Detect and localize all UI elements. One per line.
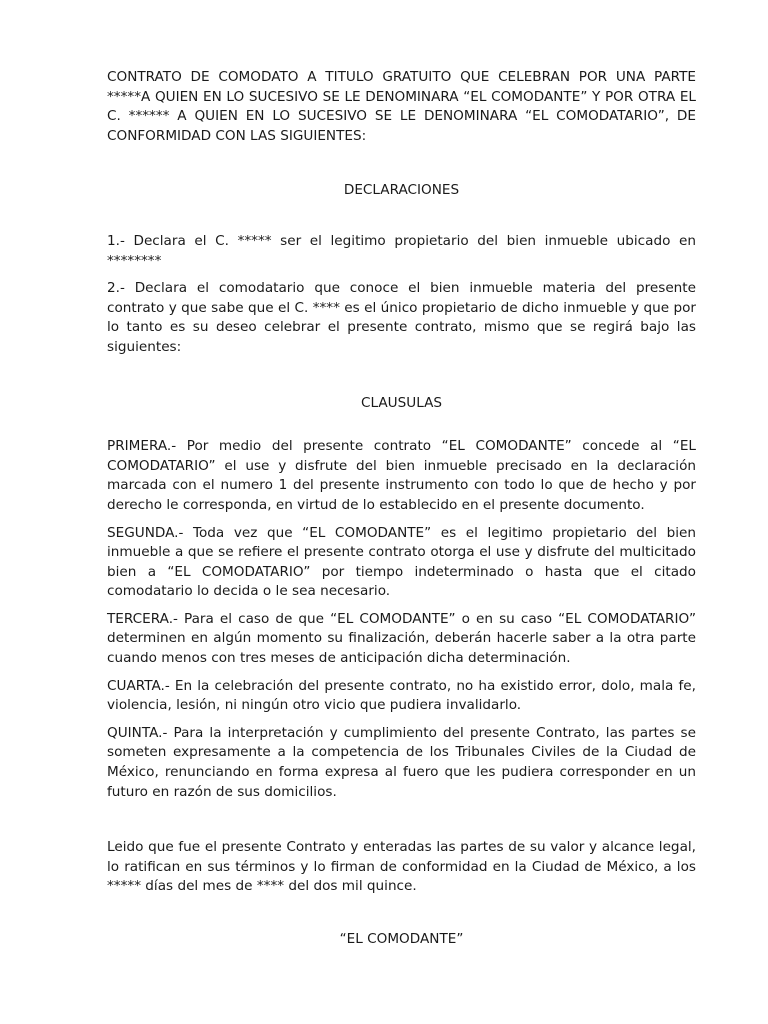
contract-intro: CONTRATO DE COMODATO A TITULO GRATUITO QUE CELEBRAN POR UNA PARTE *****A QUIEN EN LO SUCESIVO SE LE DENOMINARA “EL COMODANTE” Y POR OTRA EL C. ****** A QUIEN EN LO SUCESIVO SE LE DENOMINARA “EL COMODATARIO”, DE CONFORMIDAD CON LAS SIGUIENTES: xyxy=(107,69,696,144)
clausula-segunda: SEGUNDA.- Toda vez que “EL COMODANTE” es el legitimo propietario del bien inmueble a que se refiere el presente contrato otorga el use y disfrute del multicitado bien a “EL COMODATARIO” por tiempo indeterminado o hasta que el citado comodatario lo decida o le sea necesario. xyxy=(107,524,696,600)
clausula-primera: PRIMERA.- Por medio del presente contrato “EL COMODANTE” concede al “EL COMODATARIO” el use y disfrute del bien inmueble precisado en la declaración marcada con el numero 1 del presente instrumento con todo lo que de hecho y por derecho le corresponda, en virtud de lo establecido en el presente documento. xyxy=(107,438,696,513)
declaracion-1: 1.- Declara el C. ***** ser el legitimo propietario del bien inmueble ubicado en ******** xyxy=(107,232,696,269)
clausula-cuarta: CUARTA.- En la celebración del presente contrato, no ha existido error, dolo, mala fe, violencia, lesión, ni ningún otro vicio que pudiera invalidarlo. xyxy=(107,677,696,714)
declaraciones-heading: DECLARACIONES xyxy=(343,182,460,199)
document-page xyxy=(107,68,696,950)
signature-label: “EL COMODANTE” xyxy=(339,931,464,947)
clausula-quinta: QUINTA.- Para la interpretación y cumplimiento del presente Contrato, las partes se someten expresamente a la competencia de los Tribunales Civiles de la Ciudad de México, renunciando en forma expresa al fuero que les pudiera corresponder en un futuro en razón de sus domicilios. xyxy=(107,724,696,800)
closing-paragraph: Leido que fue el presente Contrato y enteradas las partes de su valor y alcance legal, lo ratifican en sus términos y lo firman de conformidad en la Ciudad de México, a los ***** días del mes de **** del dos mil quince. xyxy=(107,839,696,895)
declaracion-2: 2.- Declara el comodatario que conoce el bien inmueble materia del presente contrato y que sabe que el C. **** es el único propietario de dicho inmueble y que por lo tanto es su deseo celebrar el presente contrato, mismo que se regirá bajo las siguientes: xyxy=(107,280,696,355)
clausula-tercera: TERCERA.- Para el caso de que “EL COMODANTE” o en su caso “EL COMODATARIO” determinen en algún momento su finalización, deberán hacerle saber a la otra parte cuando menos con tres meses de anticipación dicha determinación. xyxy=(107,610,696,667)
clausulas-heading: CLAUSULAS xyxy=(360,394,443,411)
